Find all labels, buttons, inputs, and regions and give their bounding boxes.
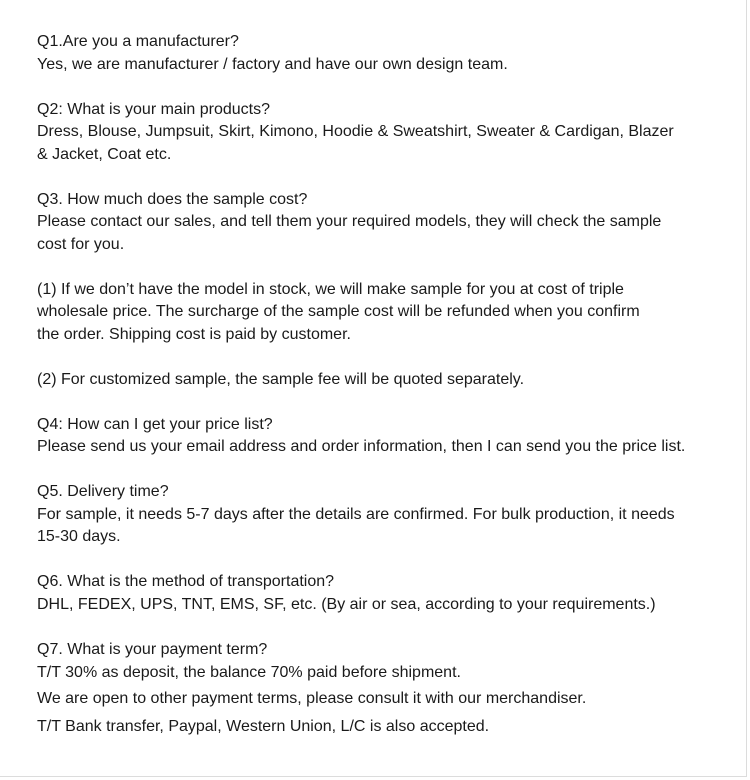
answer-text: For sample, it needs 5-7 days after the details are confirmed. For bulk production, it needs xyxy=(37,505,675,523)
answer-text: Please contact our sales, and tell them your required models, they will check the sample xyxy=(37,213,662,230)
faq-item-q3 xyxy=(37,189,727,257)
question-text: Q4: How can I get your price list? xyxy=(37,415,273,433)
note-text: (2) For customized sample, the sample fee will be quoted separately. xyxy=(37,370,525,388)
question-text: Q1.Are you a manufacturer? xyxy=(37,33,239,50)
faq-item-q2 xyxy=(37,99,727,167)
faq-list xyxy=(37,31,727,764)
answer-text: We are open to other payment terms, please consult it with our merchandiser. xyxy=(37,690,587,707)
question-text: Q6. What is the method of transportation? xyxy=(37,573,335,590)
answer-text: cost for you. xyxy=(37,235,125,253)
answer-text: DHL, FEDEX, UPS, TNT, EMS, SF, etc. (By air or sea, according to your requirements.) xyxy=(37,595,656,613)
note-text: (1) If we don’t have the model in stock, we will make sample for you at cost of triple xyxy=(37,280,624,298)
faq-note-1 xyxy=(37,279,727,347)
question-text: Q2: What is your main products? xyxy=(37,100,270,118)
faq-item-q4 xyxy=(37,414,727,459)
faq-note-2 xyxy=(37,369,727,392)
answer-text: & Jacket, Coat etc. xyxy=(37,145,172,163)
answer-text: 15-30 days. xyxy=(37,528,121,545)
note-text: wholesale price. The surcharge of the sample cost will be refunded when you confirm xyxy=(37,303,640,320)
question-text: Q5. Delivery time? xyxy=(37,483,169,500)
answer-text: Dress, Blouse, Jumpsuit, Skirt, Kimono, Hoodie & Sweatshirt, Sweater & Cardigan, Blazer xyxy=(37,123,674,140)
answer-text: Yes, we are manufacturer / factory and have our own design team. xyxy=(37,55,508,73)
answer-text: Please send us your email address and order information, then I can send you the price list. xyxy=(37,438,686,455)
answer-text: T/T 30% as deposit, the balance 70% paid before shipment. xyxy=(37,664,461,681)
note-text: the order. Shipping cost is paid by customer. xyxy=(37,325,351,343)
question-text: Q7. What is your payment term? xyxy=(37,640,268,658)
answer-text: T/T Bank transfer, Paypal, Western Union, L/C is also accepted. xyxy=(37,718,490,735)
faq-item-q5 xyxy=(37,481,727,549)
question-text: Q3. How much does the sample cost? xyxy=(37,190,308,208)
faq-item-q6 xyxy=(37,571,727,616)
faq-item-q1 xyxy=(37,31,727,76)
faq-item-q7 xyxy=(37,639,727,742)
